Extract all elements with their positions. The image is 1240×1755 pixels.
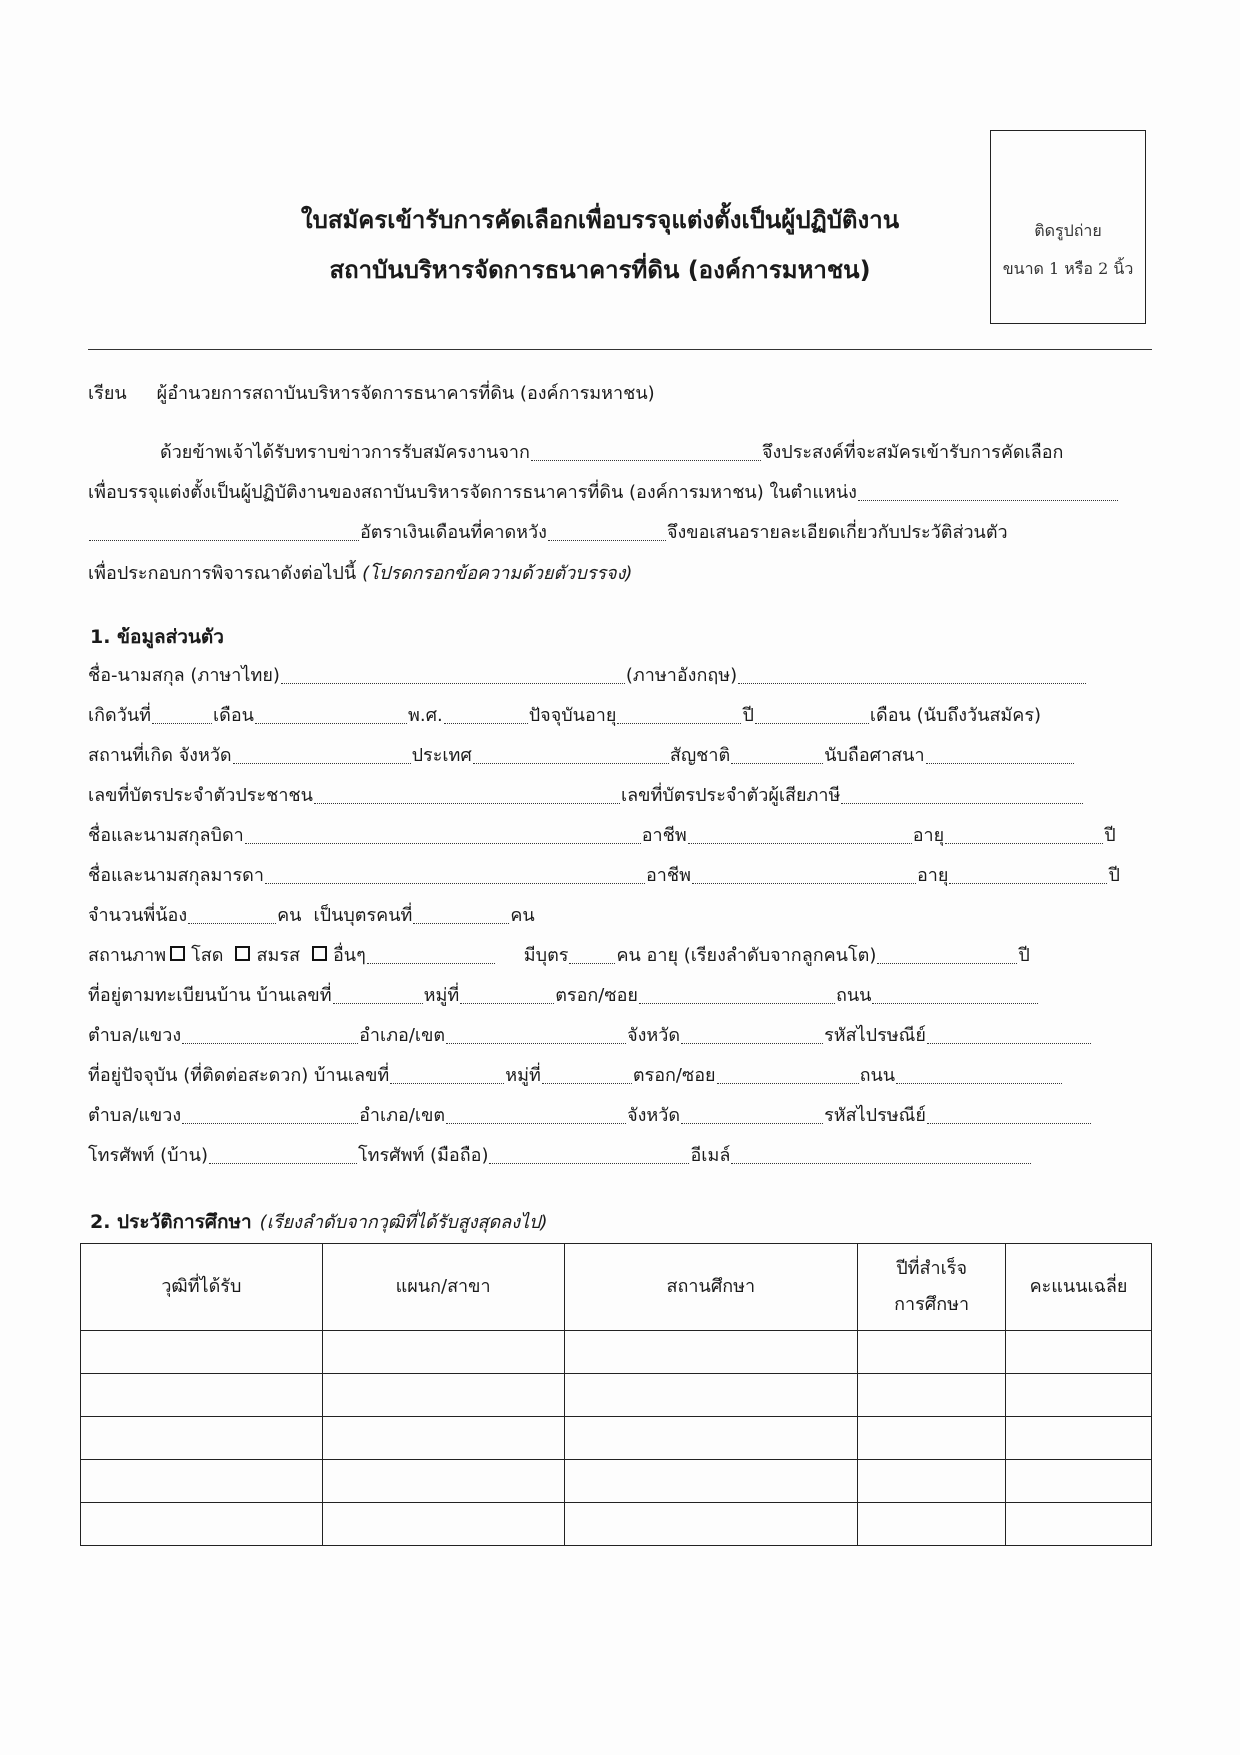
married-label: สมรส <box>256 945 300 966</box>
children-age-label: คน อายุ (เรียงลำดับจากลูกคนโต) <box>616 945 877 966</box>
table-cell[interactable] <box>1006 1374 1152 1417</box>
photo-size-label: ขนาด 1 หรือ 2 นิ้ว <box>1002 259 1134 278</box>
cur-road-field[interactable] <box>896 1065 1062 1084</box>
photo-label: ติดรูปถ่าย <box>1034 221 1102 240</box>
reg-subdistrict-field[interactable] <box>182 1025 358 1044</box>
intro-text: เพื่อบรรจุแต่งตั้งเป็นผู้ปฏิบัติงานของสถาบันบริหารจัดการธนาคารที่ดิน (องค์การมหาชน) ในตำแหน่ง <box>88 482 857 503</box>
grad-year-line2: การศึกษา <box>894 1294 970 1315</box>
other-status-field[interactable] <box>367 945 495 964</box>
father-occupation-label: อาชีพ <box>641 825 687 846</box>
education-table <box>80 1243 1152 1546</box>
tax-id-label: เลขที่บัตรประจำตัวผู้เสียภาษี <box>620 785 841 806</box>
phone-home-field[interactable] <box>209 1145 357 1164</box>
cur-soi-label: ตรอก/ซอย <box>632 1065 716 1086</box>
reg-moo-label: หมู่ที่ <box>423 985 460 1006</box>
cur-moo-label: หมู่ที่ <box>505 1065 541 1086</box>
born-year-label: พ.ศ. <box>408 705 443 726</box>
year-label: ปี <box>1104 825 1116 846</box>
table-header-row <box>81 1244 1152 1331</box>
column-header-institution: สถานศึกษา <box>564 1244 858 1331</box>
reg-road-label: ถนน <box>835 985 872 1006</box>
country-field[interactable] <box>473 745 669 764</box>
row-id <box>88 780 1084 809</box>
cur-district-label: อำเภอ/เขต <box>359 1105 446 1126</box>
religion-field[interactable] <box>926 745 1074 764</box>
month-until-label: เดือน (นับถึงวันสมัคร) <box>869 705 1042 726</box>
phone-home-label: โทรศัพท์ (บ้าน) <box>88 1145 208 1166</box>
cur-address-label: ที่อยู่ปัจจุบัน (ที่ติดต่อสะดวก) บ้านเลขที่ <box>88 1065 390 1086</box>
status-label: สถานภาพ <box>88 945 167 966</box>
table-cell[interactable] <box>564 1374 858 1417</box>
row-father <box>88 820 1116 849</box>
row-mother <box>88 860 1120 889</box>
year-label: ปี <box>1018 945 1030 966</box>
nationality-label: สัญชาติ <box>669 745 731 766</box>
born-day-field[interactable] <box>152 705 212 724</box>
row-status <box>88 940 1030 969</box>
row-cur-address <box>88 1060 1063 1089</box>
reg-soi-label: ตรอก/ซอย <box>555 985 638 1006</box>
reg-house-no-field[interactable] <box>333 985 423 1004</box>
salutation-label: เรียน <box>88 383 127 404</box>
reg-province-field[interactable] <box>681 1025 823 1044</box>
table-cell[interactable] <box>322 1374 564 1417</box>
born-day-label: เกิดวันที่ <box>88 705 152 726</box>
intro-text: อัตราเงินเดือนที่คาดหวัง <box>360 522 547 543</box>
photo-box[interactable] <box>990 130 1146 324</box>
name-en-label: (ภาษาอังกฤษ) <box>625 665 738 686</box>
mother-name-field[interactable] <box>265 865 645 884</box>
cur-district-field[interactable] <box>446 1105 626 1124</box>
column-header-degree: วุฒิที่ได้รับ <box>81 1244 323 1331</box>
cur-house-no-field[interactable] <box>390 1065 504 1084</box>
email-field[interactable] <box>731 1145 1031 1164</box>
table-cell[interactable] <box>564 1331 858 1374</box>
table-row <box>81 1331 1152 1374</box>
table-cell[interactable] <box>81 1417 323 1460</box>
father-age-label: อายุ <box>912 825 945 846</box>
age-years-field[interactable] <box>617 705 741 724</box>
cur-moo-field[interactable] <box>542 1065 632 1084</box>
reg-postcode-field[interactable] <box>927 1025 1091 1044</box>
intro-text: จึงประสงค์ที่จะสมัครเข้ารับการคัดเลือก <box>761 442 1064 463</box>
name-th-field[interactable] <box>281 665 625 684</box>
table-cell[interactable] <box>858 1460 1006 1503</box>
table-cell[interactable] <box>564 1417 858 1460</box>
reg-soi-field[interactable] <box>639 985 835 1004</box>
reg-province-label: จังหวัด <box>627 1025 681 1046</box>
child-no-label: เป็นบุตรคนที่ <box>313 905 413 926</box>
children-field[interactable] <box>569 945 615 964</box>
intro-text: เพื่อประกอบการพิจารณาดังต่อไปนี้ <box>88 563 357 584</box>
cur-subdistrict-label: ตำบล/แขวง <box>88 1105 182 1126</box>
table-cell[interactable] <box>322 1331 564 1374</box>
phone-mobile-label: โทรศัพท์ (มือถือ) <box>357 1145 489 1166</box>
other-checkbox[interactable] <box>312 946 327 961</box>
email-label: อีเมล์ <box>690 1145 731 1166</box>
table-cell[interactable] <box>858 1503 1006 1546</box>
table-cell[interactable] <box>1006 1460 1152 1503</box>
children-age-field[interactable] <box>877 945 1017 964</box>
age-months-field[interactable] <box>755 705 869 724</box>
table-cell[interactable] <box>858 1331 1006 1374</box>
mother-occupation-label: อาชีพ <box>645 865 691 886</box>
child-no-field[interactable] <box>413 905 509 924</box>
grad-year-line1: ปีที่สำเร็จ <box>896 1258 967 1279</box>
column-header-gpa: คะแนนเฉลี่ย <box>1006 1244 1152 1331</box>
salutation-row <box>88 378 655 407</box>
row-siblings <box>88 900 535 929</box>
row-name <box>88 660 1087 689</box>
table-cell[interactable] <box>81 1331 323 1374</box>
table-cell[interactable] <box>1006 1417 1152 1460</box>
tax-id-field[interactable] <box>841 785 1083 804</box>
row-birth <box>88 700 1041 729</box>
person-label: คน <box>510 905 535 926</box>
table-cell[interactable] <box>564 1503 858 1546</box>
table-row <box>81 1374 1152 1417</box>
table-cell[interactable] <box>322 1503 564 1546</box>
form-title-line1: ใบสมัครเข้ารับการคัดเลือกเพื่อบรรจุแต่งตั้งเป็นผู้ปฏิบัติงาน <box>300 206 900 234</box>
row-contact <box>88 1140 1032 1169</box>
section1-title: 1. ข้อมูลส่วนตัว <box>90 626 224 648</box>
intro-line3 <box>88 517 1008 546</box>
section2-title-row <box>90 1207 548 1237</box>
cur-province-label: จังหวัด <box>627 1105 681 1126</box>
cur-province-field[interactable] <box>681 1105 823 1124</box>
table-cell[interactable] <box>322 1417 564 1460</box>
position-field[interactable] <box>858 482 1118 501</box>
single-label: โสด <box>191 945 224 966</box>
married-checkbox[interactable] <box>235 946 250 961</box>
nationality-field[interactable] <box>731 745 823 764</box>
mother-label: ชื่อและนามสกุลมารดา <box>88 865 264 886</box>
born-month-label: เดือน <box>213 705 254 726</box>
intro-line2 <box>88 477 1119 506</box>
country-label: ประเทศ <box>411 745 472 766</box>
table-cell[interactable] <box>564 1460 858 1503</box>
cur-road-label: ถนน <box>859 1065 896 1086</box>
siblings-field[interactable] <box>188 905 276 924</box>
mother-age-field[interactable] <box>949 865 1107 884</box>
cur-subdistrict-field[interactable] <box>182 1105 358 1124</box>
table-row <box>81 1417 1152 1460</box>
row-reg-area <box>88 1020 1092 1049</box>
table-cell[interactable] <box>322 1460 564 1503</box>
intro-line1 <box>160 437 1063 466</box>
section2-title: 2. ประวัติการศึกษา <box>90 1211 252 1233</box>
position-field-cont[interactable] <box>89 522 359 541</box>
children-label: มีบุตร <box>523 945 569 966</box>
reg-address-label: ที่อยู่ตามทะเบียนบ้าน บ้านเลขที่ <box>88 985 332 1006</box>
row-reg-address <box>88 980 1039 1009</box>
year-label: ปี <box>1108 865 1120 886</box>
table-cell[interactable] <box>81 1374 323 1417</box>
born-year-field[interactable] <box>444 705 528 724</box>
father-occupation-field[interactable] <box>688 825 912 844</box>
table-cell[interactable] <box>81 1460 323 1503</box>
table-cell[interactable] <box>858 1374 1006 1417</box>
birthplace-label: สถานที่เกิด จังหวัด <box>88 745 232 766</box>
other-label: อื่นๆ <box>333 945 366 966</box>
id-card-field[interactable] <box>314 785 620 804</box>
religion-label: นับถือศาสนา <box>824 745 925 766</box>
age-label: ปัจจุบันอายุ <box>528 705 617 726</box>
siblings-label: จำนวนพี่น้อง <box>88 905 188 926</box>
intro-note: (โปรดกรอกข้อความด้วยตัวบรรจง) <box>362 563 633 584</box>
cur-soi-field[interactable] <box>717 1065 859 1084</box>
born-month-field[interactable] <box>255 705 407 724</box>
year-label: ปี <box>742 705 754 726</box>
source-field[interactable] <box>531 442 761 461</box>
intro-text: จึงขอเสนอรายละเอียดเกี่ยวกับประวัติส่วนตัว <box>666 522 1008 543</box>
row-cur-area <box>88 1100 1092 1129</box>
expected-salary-field[interactable] <box>548 522 666 541</box>
reg-district-label: อำเภอ/เขต <box>359 1025 446 1046</box>
mother-age-label: อายุ <box>916 865 949 886</box>
name-en-field[interactable] <box>738 665 1086 684</box>
phone-mobile-field[interactable] <box>489 1145 689 1164</box>
single-checkbox[interactable] <box>170 946 185 961</box>
table-row <box>81 1460 1152 1503</box>
form-title-line2: สถาบันบริหารจัดการธนาคารที่ดิน (องค์การมหาชน) <box>329 256 871 284</box>
birthplace-field[interactable] <box>233 745 411 764</box>
cur-postcode-field[interactable] <box>927 1105 1091 1124</box>
header-divider <box>88 349 1152 350</box>
reg-district-field[interactable] <box>446 1025 626 1044</box>
father-label: ชื่อและนามสกุลบิดา <box>88 825 244 846</box>
intro-text: ด้วยข้าพเจ้าได้รับทราบข่าวการรับสมัครงานจาก <box>160 442 530 463</box>
column-header-major: แผนก/สาขา <box>322 1244 564 1331</box>
table-cell[interactable] <box>858 1417 1006 1460</box>
table-cell[interactable] <box>81 1503 323 1546</box>
mother-occupation-field[interactable] <box>692 865 916 884</box>
reg-postcode-label: รหัสไปรษณีย์ <box>824 1025 926 1046</box>
table-cell[interactable] <box>1006 1503 1152 1546</box>
table-cell[interactable] <box>1006 1331 1152 1374</box>
section2-note: (เรียงลำดับจากวุฒิที่ได้รับสูงสุดลงไป) <box>259 1212 548 1233</box>
intro-line4 <box>88 558 632 587</box>
salutation-recipient: ผู้อำนวยการสถาบันบริหารจัดการธนาคารที่ดิน (องค์การมหาชน) <box>156 383 655 404</box>
father-age-field[interactable] <box>945 825 1103 844</box>
reg-subdistrict-label: ตำบล/แขวง <box>88 1025 182 1046</box>
reg-moo-field[interactable] <box>460 985 554 1004</box>
person-label: คน <box>277 905 302 926</box>
row-birthplace <box>88 740 1075 769</box>
name-th-label: ชื่อ-นามสกุล (ภาษาไทย) <box>88 665 280 686</box>
father-name-field[interactable] <box>245 825 641 844</box>
column-header-grad-year <box>858 1244 1006 1331</box>
reg-road-field[interactable] <box>872 985 1038 1004</box>
table-row <box>81 1503 1152 1546</box>
id-card-label: เลขที่บัตรประจำตัวประชาชน <box>88 785 313 806</box>
cur-postcode-label: รหัสไปรษณีย์ <box>824 1105 926 1126</box>
